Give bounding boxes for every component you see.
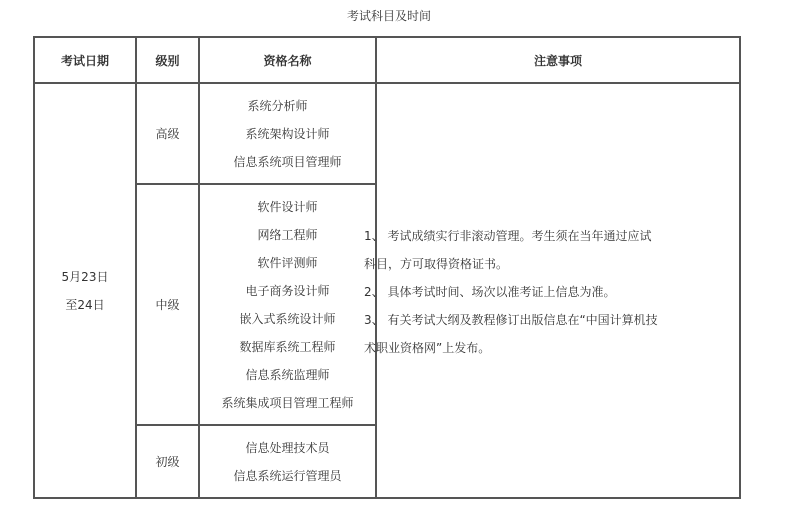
header-exam-date: 考试日期 [34, 37, 136, 83]
table-row [34, 83, 740, 184]
note-line: 术职业资格网”上发布。 [364, 341, 491, 355]
note-line: 3、 有关考试大纲及教程修订出版信息在“中国计算机技 [364, 313, 658, 327]
table-title: 考试科目及时间 [346, 9, 431, 23]
header-row [34, 37, 740, 83]
qualification-item: 系统集成项目管理工程师 [221, 395, 354, 410]
header-qualification: 资格名称 [199, 37, 376, 83]
qualification-intermediate-cell [199, 184, 376, 425]
qualification-senior-cell [199, 83, 376, 184]
note-line: 1、 考试成绩实行非滚动管理。考生须在当年通过应试 [364, 229, 652, 243]
header-level: 级别 [136, 37, 199, 83]
exam-date-line2: 至24日 [65, 297, 105, 312]
qualification-item: 电子商务设计师 [245, 283, 330, 298]
notes-text [364, 222, 674, 362]
qualification-item: 信息系统运行管理员 [233, 468, 342, 483]
qualification-item: 系统架构设计师 [245, 126, 330, 141]
note-line: 2、 具体考试时间、场次以准考证上信息为准。 [364, 285, 616, 299]
note-line: 科目，方可取得资格证书。 [364, 257, 509, 271]
qualification-item: 软件设计师 [257, 199, 318, 214]
qualification-item: 系统分析师 [247, 98, 308, 113]
qualification-item: 嵌入式系统设计师 [239, 311, 336, 326]
qualification-junior-cell [199, 425, 376, 498]
level-intermediate: 中级 [136, 184, 199, 425]
qualification-item: 信息系统监理师 [245, 367, 330, 382]
exam-date-line1: 5月23日 [61, 269, 109, 284]
exam-date-cell [34, 83, 136, 498]
qualification-item: 软件评测师 [257, 255, 318, 270]
qualification-item: 信息处理技术员 [245, 440, 330, 455]
qualification-item: 信息系统项目管理师 [233, 154, 342, 169]
level-senior: 高级 [136, 83, 199, 184]
qualification-item: 数据库系统工程师 [239, 339, 336, 354]
qualification-item: 网络工程师 [257, 227, 318, 242]
header-notes: 注意事项 [376, 37, 740, 83]
level-junior: 初级 [136, 425, 199, 498]
